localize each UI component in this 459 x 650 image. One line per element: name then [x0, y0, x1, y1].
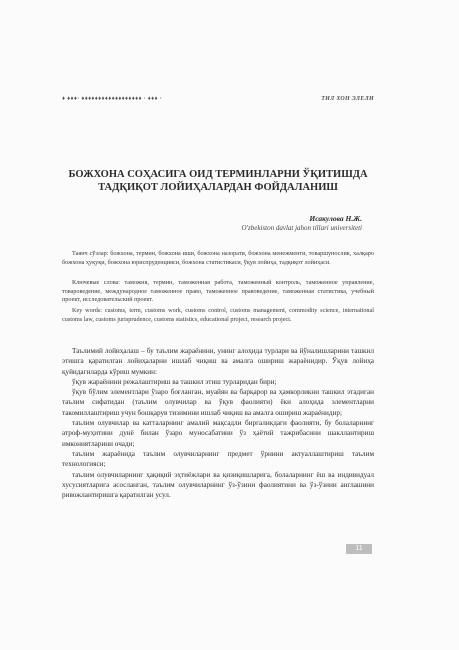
- paragraph: таълим олувчилар ва катталарнинг амалий мақсадли биргаликдаги фаолияти, бу болаларнинг атроф-муҳитини дунё билан ўзаро муносабатини ўз ҳаётий тажрибасини шакллантириш имкониятларини очади;: [62, 419, 374, 448]
- title-line-1: БОЖХОНА СОҲАСИГА ОИД ТЕРМИНЛАРНИ ЎҚИТИШДА: [68, 169, 368, 180]
- keywords-ru: Ключевые слова: таможня, термин, таможенная работа, таможенный контроль, таможенное управление, товароведение, международное таможенное право, таможенное правоведение, таможенная статистика, учебный проект, исследовательский проект.: [62, 279, 374, 304]
- author-name: Исакулова Н.Ж.: [309, 214, 362, 223]
- title-line-2: ТАДҚИҚОТ ЛОЙИҲАЛАРДАН ФОЙДАЛАНИШ: [98, 182, 338, 193]
- article-body: [62, 346, 374, 500]
- paragraph: ўқув бўлим элементлари ўзаро боғланган, муайян ва барқарор ва ҳамкорликни ташкил этадиган таълим сифатидан (таълим олувчилар ва ўқув фаолияти) ёки алоҳида элементларни такомиллаштириш учун бошқарув тизимини ишлаб чиқиш ва амалга ошириш жараёнидир;: [62, 388, 374, 417]
- header-ornament: ♦ ♦♦♦· ♦♦♦♦♦♦♦♦♦♦♦♦♦♦♦♦♦♦ · ♦♦♦ ·: [62, 96, 162, 102]
- paragraph: ўқув жараёнини режалаштириш ва ташкил этиш турларидан бири;: [72, 377, 277, 386]
- running-header: [62, 96, 374, 102]
- paragraph: таълим олувчиларнинг ҳақиқий эҳтиёжлари ва қизиқишларига, болаларнинг ёш ва индивидуал хусусиятларига асосланган, таълим олувчиларнинг ўз-ўзини фаолиятини ва ўз-ўзини англашини ривожлантиришга қаратилган усул.: [62, 470, 374, 500]
- keywords-en: Key words: customs, term, customs work, customs control, customs management, commodity science, international customs law, customs jurisprudence, customs statistics, educational project, research project.: [62, 307, 374, 323]
- paragraph: Таълимий лойиҳалаш – бу таълим жараёнини, унинг алоҳида турлари ва йўналишларини ташкил этишга қаратилган лойиҳаларни ишлаб чиқиш ва амалга ошириш жараёнидир. Ўқув лойиҳа қуйидагиларда кўриш мумкин:: [62, 347, 374, 376]
- author-affiliation: O'zbekiston davlat jahon tillari universiteti: [241, 224, 362, 232]
- article-title: [62, 168, 374, 194]
- page-number: 11: [346, 544, 372, 554]
- journal-name: ТИЛ ХОН ЭЛЕЛИ: [321, 96, 374, 102]
- paragraph: таълим жараёнида таълим олувчиларнинг предмет ўрнини актуаллаштириш таълим технологияси;: [62, 449, 374, 469]
- keywords-uz: Таянч сўзлар: божхона, термин, божхона иши, божхона назорати, божхона менежменти, товаршунослик, халқаро божхона ҳуқуқи, божхона юриспруденцияси, божхона статистикаси, ўқув лойиҳа, тадқиқот лойиҳаси.: [62, 250, 374, 266]
